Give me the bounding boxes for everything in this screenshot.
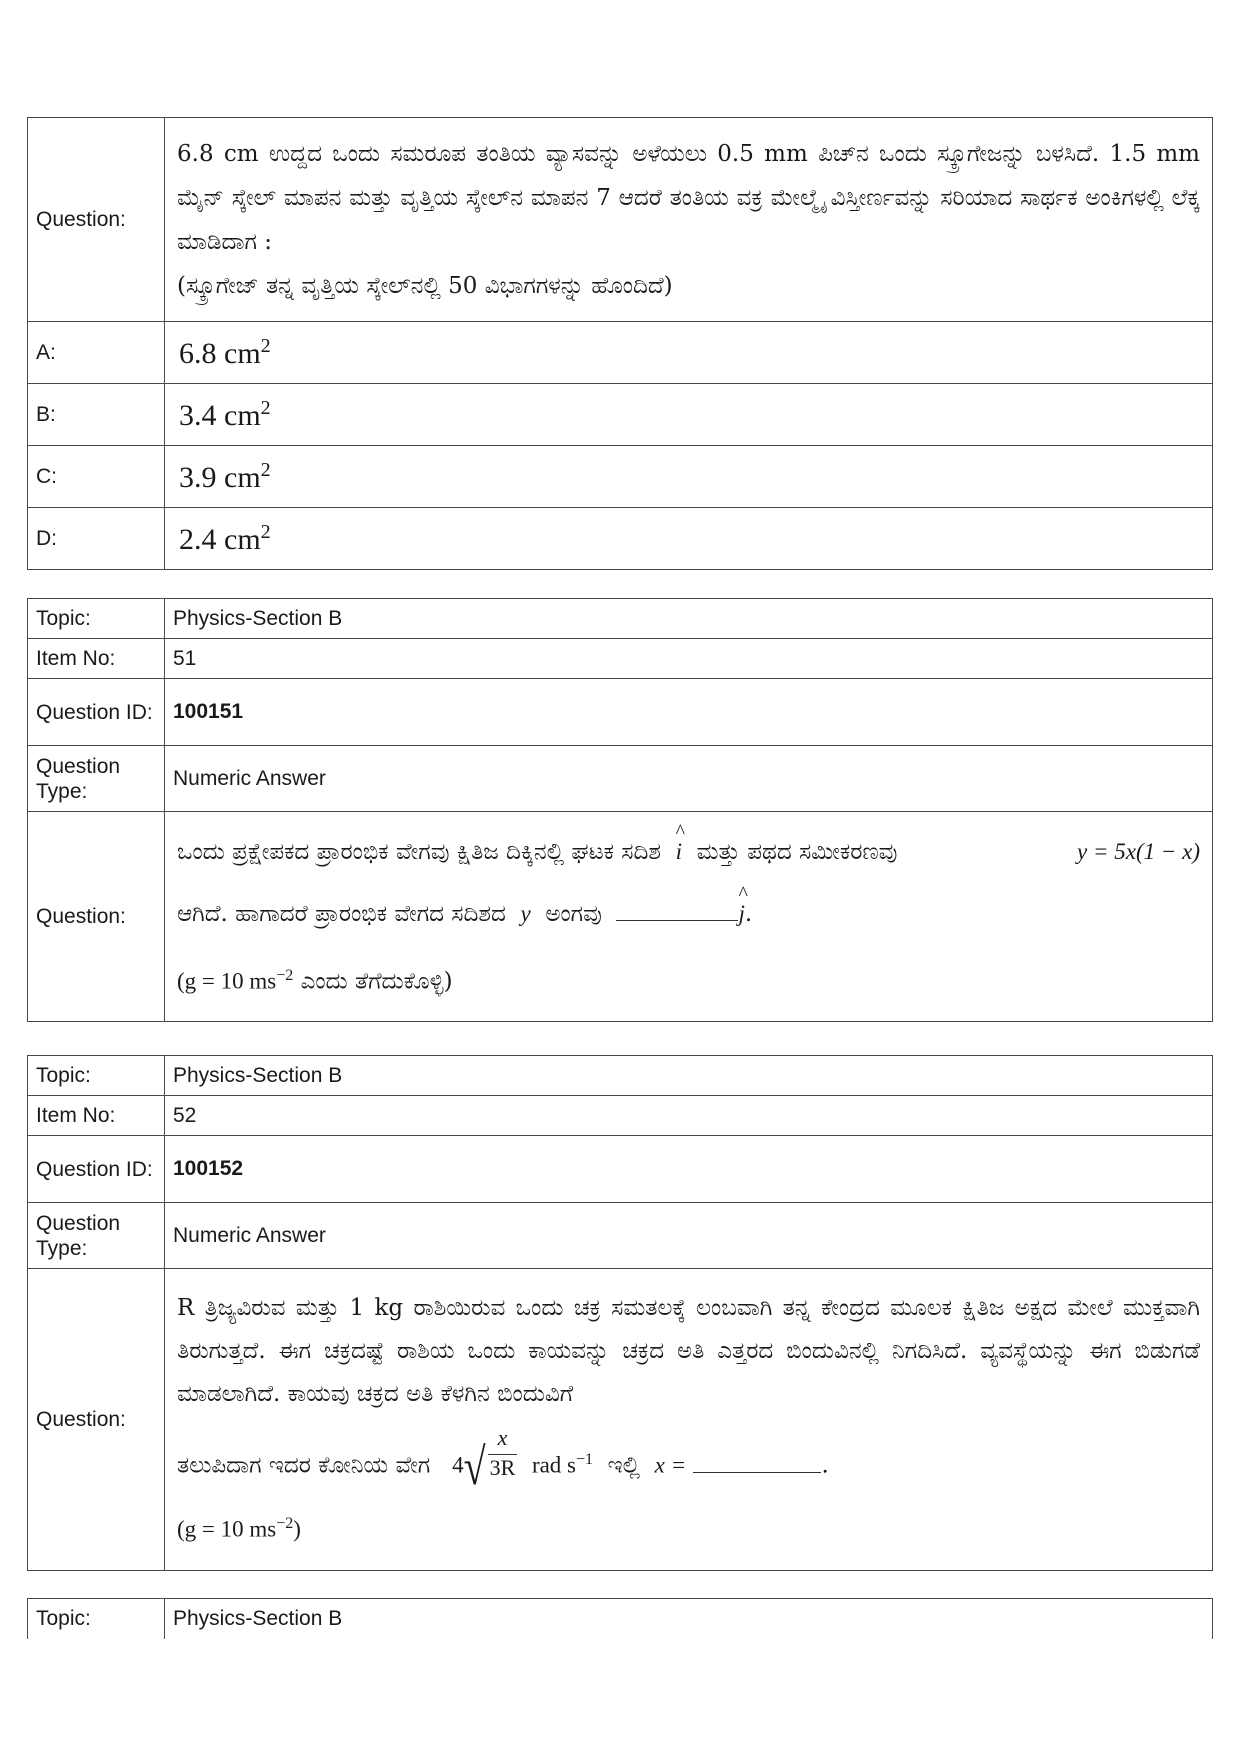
topic-row — [28, 599, 1213, 639]
topic-value: Physics-Section B — [165, 1056, 1213, 1096]
question-label: Question: — [28, 1269, 165, 1571]
i-hat-symbol: ^ i — [676, 821, 682, 883]
option-row-b — [28, 384, 1213, 446]
option-label: D: — [28, 508, 165, 570]
question-text — [165, 812, 1213, 1022]
question-paragraph: R ತ್ರಿಜ್ಯವಿರುವ ಮತ್ತು 1 kg ರಾಶಿಯಿರುವ ಒಂದು ಚಕ್ರ ಸಮತಲಕ್ಕೆ ಲಂಬವಾಗಿ ತನ್ನ ಕೇಂದ್ರದ ಮೂಲಕ ಕ್ಷಿತಿಜ ಅಕ್ಷದ ಮೇಲೆ ಮುಕ್ತವಾಗಿ ತಿರುಗುತ್ತದೆ. ಈಗ ಚಕ್ರದಷ್ಟೆ ರಾಶಿಯ ಒಂದು ಕಾಯವನ್ನು ಚಕ್ರದ ಅತಿ ಎತ್ತರದ ಬಿಂದುವಿನಲ್ಲಿ ನಿಗದಿಸಿದೆ. ವ್ಯವಸ್ಥೆಯನ್ನು ಈಗ ಬಿಡುಗಡೆ ಮಾಡಲಾಗಿದೆ. ಕಾಯವು ಚಕ್ರದ ಅತಿ ಕೆಳಗಿನ ಬಿಂದುವಿಗೆ — [177, 1295, 1200, 1408]
question-type-label: Question Type: — [28, 1203, 165, 1269]
option-label: A: — [28, 322, 165, 384]
question-type-label: Question Type: — [28, 746, 165, 812]
question-type-value: Numeric Answer — [165, 746, 1213, 812]
line-1: ಒಂದು ಪ್ರಕ್ಷೇಪಕದ ಪ್ರಾರಂಭಿಕ ವೇಗವು ಕ್ಷಿತಿಜ ದಿಕ್ಕಿನಲ್ಲಿ ಘಟಕ ಸದಿಶ ^ i ಮತ್ತು ಪಥದ ಸಮೀಕರಣವು — [177, 821, 897, 883]
question-type-row — [28, 746, 1213, 812]
question-id-label: Question ID: — [28, 679, 165, 746]
option-value: 3.4 $cm^2$ — [165, 384, 1213, 446]
j-hat-symbol: ^ j — [738, 883, 744, 945]
question-label: Question: — [28, 812, 165, 1022]
topic-row — [28, 1056, 1213, 1096]
question-row — [28, 1269, 1213, 1571]
topic-label: Topic: — [28, 1599, 165, 1639]
question-type-row — [28, 1203, 1213, 1269]
option-row-c — [28, 446, 1213, 508]
trajectory-equation: y = 5x(1 − x) — [1077, 838, 1200, 864]
topic-label: Topic: — [28, 599, 165, 639]
item-value: 51 — [165, 639, 1213, 679]
topic-label: Topic: — [28, 1056, 165, 1096]
question-53-table — [27, 1598, 1213, 1639]
question-id-label: Question ID: — [28, 1136, 165, 1203]
question-id-row — [28, 1136, 1213, 1203]
question-52-table — [27, 1055, 1213, 1571]
question-id-row — [28, 679, 1213, 746]
option-value: 2.4 $cm^2$ — [165, 508, 1213, 570]
question-row — [28, 812, 1213, 1022]
answer-line: ತಲುಪಿದಾಗ ಇದರ ಕೋನಿಯ ವೇಗ 4 √ x 3R rad $s^{-1}$ ಇಲ್ಲಿ x = . — [177, 1424, 829, 1496]
item-row — [28, 639, 1213, 679]
question-id-value: 100152 — [165, 1136, 1213, 1203]
question-text-note: (ಸ್ಕ್ರೂಗೇಜ್ ತನ್ನ ವೃತ್ತಿಯ ಸ್ಕೇಲ್‌ನಲ್ಲಿ 50 ವಿಭಾಗಗಳನ್ನು ಹೊಂದಿದೆ) — [177, 272, 673, 299]
question-row — [28, 118, 1213, 322]
topic-value: Physics-Section B — [165, 599, 1213, 639]
option-label: C: — [28, 446, 165, 508]
question-text-main: 6.8 cm ಉದ್ದದ ಒಂದು ಸಮರೂಪ ತಂತಿಯ ವ್ಯಾಸವನ್ನು ಅಳೆಯಲು 0.5 mm ಪಿಚ್‌ನ ಒಂದು ಸ್ಕ್ರೂಗೇಜನ್ನು ಬಳಸಿದೆ. 1.5 mm ಮೈನ್ ಸ್ಕೇಲ್ ಮಾಪನ ಮತ್ತು ವೃತ್ತಿಯ ಸ್ಕೇಲ್‌ನ ಮಾಪನ 7 ಆದರೆ ತಂತಿಯ ವಕ್ರ ಮೇಲ್ಮೈ ವಿಸ್ತೀರ್ಣವನ್ನು ಸರಿಯಾದ ಸಾರ್ಥಕ ಅಂಕಿಗಳಲ್ಲಿ ಲೆಕ್ಕ ಮಾಡಿದಾಗ : — [177, 140, 1200, 255]
question-50-table — [27, 117, 1213, 570]
question-id-value: 100151 — [165, 679, 1213, 746]
option-value: 6.8 $cm^2$ — [165, 322, 1213, 384]
question-text — [165, 1269, 1213, 1571]
question-label: Question: — [28, 118, 165, 322]
line-3: (g = 10 $ms^{-2}$ ಎಂದು ತೆಗೆದುಕೊಳ್ಳಿ) — [177, 966, 453, 995]
question-51-table — [27, 598, 1213, 1022]
question-type-value: Numeric Answer — [165, 1203, 1213, 1269]
sqrt-expression: √ x 3R — [463, 1424, 516, 1496]
option-row-a — [28, 322, 1213, 384]
gravity-note: (g = 10 $ms^{-2}$) — [177, 1515, 301, 1542]
topic-value: Physics-Section B — [165, 1599, 1213, 1639]
topic-row — [28, 1599, 1213, 1639]
item-label: Item No: — [28, 639, 165, 679]
item-row — [28, 1096, 1213, 1136]
item-label: Item No: — [28, 1096, 165, 1136]
question-text — [165, 118, 1213, 322]
answer-blank — [616, 919, 738, 921]
option-value: 3.9 $cm^2$ — [165, 446, 1213, 508]
option-row-d — [28, 508, 1213, 570]
line-2: ಆಗಿದೆ. ಹಾಗಾದರೆ ಪ್ರಾರಂಭಿಕ ವೇಗದ ಸದಿಶದ y ಅಂಗವು ^ j. — [177, 883, 1200, 945]
answer-blank — [693, 1471, 821, 1473]
item-value: 52 — [165, 1096, 1213, 1136]
option-label: B: — [28, 384, 165, 446]
